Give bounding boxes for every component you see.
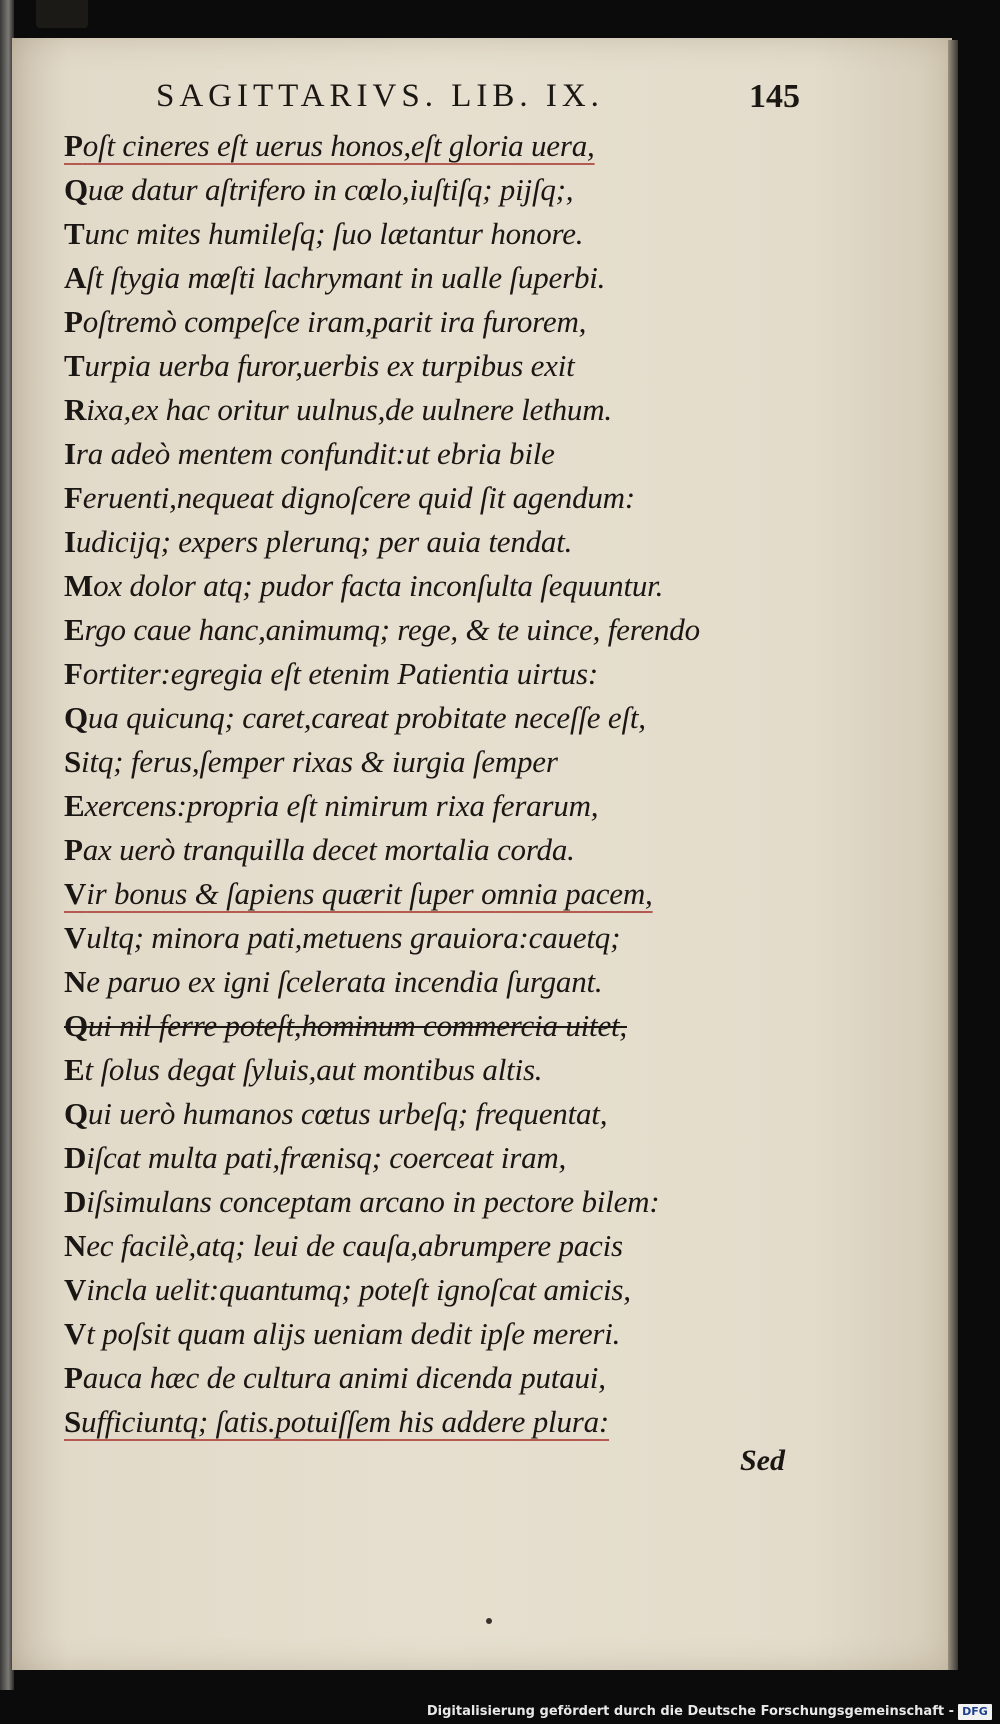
verse-line: Mox dolor atq; pudor facta inconſulta ſequuntur. — [64, 568, 664, 603]
verse-line: Pauca hæc de cultura animi dicenda putaui, — [64, 1360, 606, 1395]
verse-line: Poſt cineres eſt uerus honos,eſt gloria uera, — [64, 128, 595, 163]
verse-line: Vultq; minora pati,metuens grauiora:cauetq; — [64, 920, 621, 955]
verse-line: Rixa,ex hac oritur uulnus,de uulnere lethum. — [64, 392, 612, 427]
verse-text-block — [64, 124, 794, 1444]
catchword: Sed — [740, 1444, 785, 1477]
verse-line: Pax uerò tranquilla decet mortalia corda. — [64, 832, 575, 867]
verse-line: Fortiter:egregia eſt etenim Patientia uirtus: — [64, 656, 598, 691]
verse-line: Ne paruo ex igni ſcelerata incendia ſurgant. — [64, 964, 603, 999]
verse-line: Sitq; ferus,ſemper rixas & iurgia ſemper — [64, 744, 558, 779]
verse-line: Ira adeò mentem confundit:ut ebria bile — [64, 436, 555, 471]
page-fore-edge — [948, 40, 958, 1670]
verse-line: Diſsimulans conceptam arcano in pectore bilem: — [64, 1184, 660, 1219]
verse-line: Poſtremò compeſce iram,parit ira furorem, — [64, 304, 587, 339]
verse-line: Quæ datur aſtrifero in cœlo,iuſtiſq; pijſq;, — [64, 172, 574, 207]
funding-credit: Digitalisierung gefördert durch die Deutsche Forschungsgemeinschaft - — [426, 1704, 954, 1719]
verse-line: Qua quicunq; caret,careat probitate neceſſe eſt, — [64, 700, 646, 735]
verse-line: Vt poſsit quam alijs ueniam dedit ipſe mereri. — [64, 1316, 621, 1351]
page-number: 145 — [749, 78, 800, 115]
verse-line: Diſcat multa pati,frænisq; coerceat iram, — [64, 1140, 567, 1175]
dfg-logo-icon: DFG — [958, 1704, 992, 1720]
verse-line: Aſt ſtygia mœſti lachrymant in ualle ſuperbi. — [64, 260, 606, 295]
verse-line: Sufficiuntq; ſatis.potuiſſem his addere plura: — [64, 1404, 610, 1439]
scan-clip-tab — [36, 0, 88, 28]
verse-line: Et ſolus degat ſyluis,aut montibus altis. — [64, 1052, 543, 1087]
verse-line: Tunc mites humileſq; ſuo lætantur honore. — [64, 216, 584, 251]
verse-line: Vir bonus & ſapiens quærit ſuper omnia pacem, — [64, 876, 653, 911]
page-dot-mark — [486, 1618, 492, 1624]
verse-line: Qui nil ferre poteſt,hominum commercia uitet, — [64, 1008, 627, 1043]
verse-line: Vincla uelit:quantumq; poteſt ignoſcat amicis, — [64, 1272, 631, 1307]
verse-line: Qui uerò humanos cœtus urbeſq; frequentat, — [64, 1096, 608, 1131]
verse-line: Exercens:propria eſt nimirum rixa ferarum, — [64, 788, 599, 823]
verse-line: Ergo caue hanc,animumq; rege, & te uince, ferendo — [64, 612, 700, 647]
verse-line: Feruenti,nequeat dignoſcere quid ſit agendum: — [64, 480, 635, 515]
verse-line: Iudicijq; expers plerunq; per auia tendat. — [64, 524, 573, 559]
verse-line: Turpia uerba furor,uerbis ex turpibus exit — [64, 348, 575, 383]
running-head: SAGITTARIVS. LIB. IX. — [156, 78, 604, 114]
verse-line: Nec facilè,atq; leui de cauſa,abrumpere pacis — [64, 1228, 623, 1263]
